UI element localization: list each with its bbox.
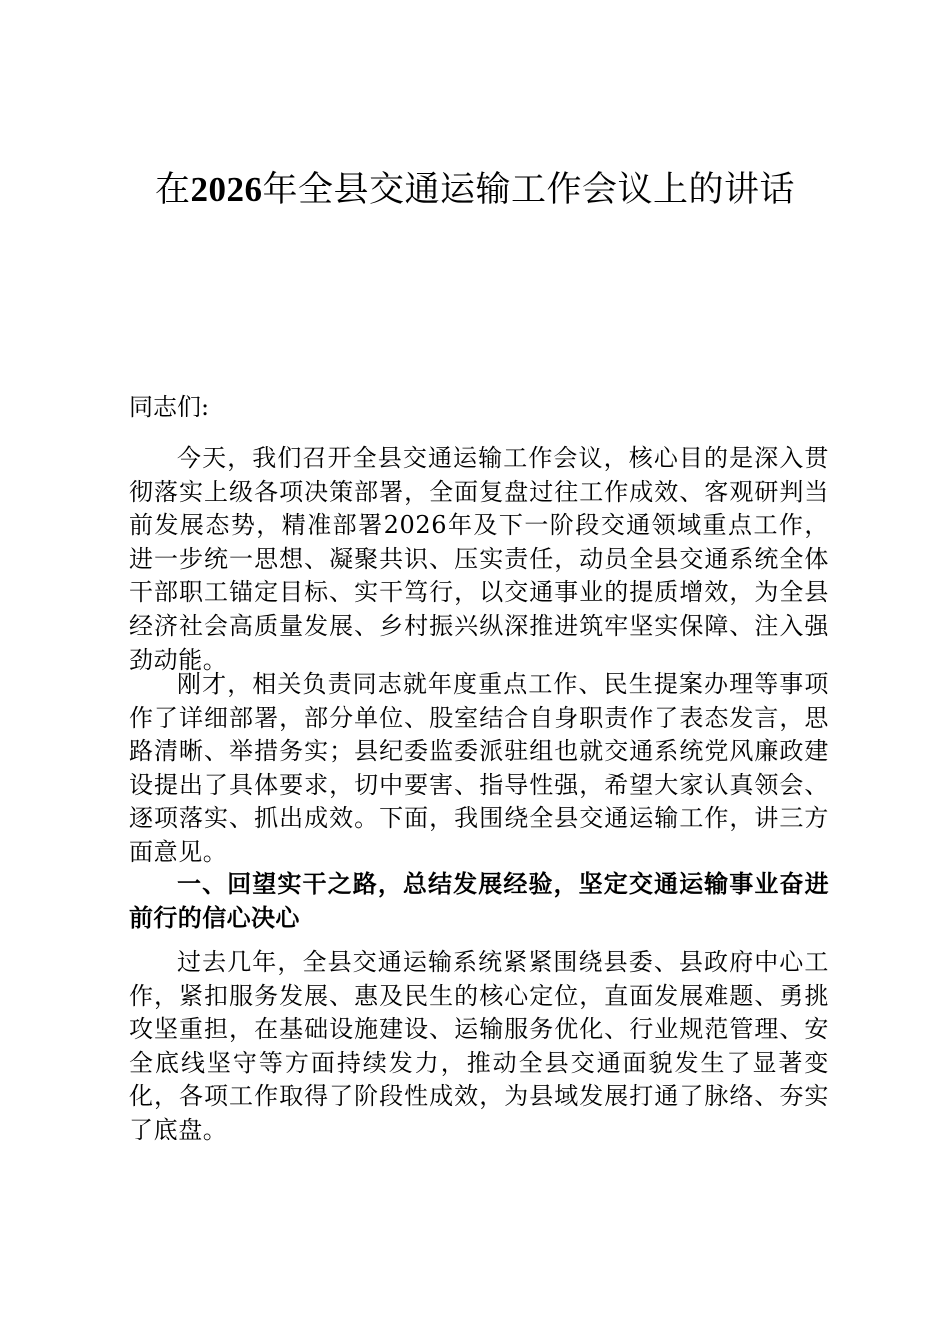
paragraph-summary: 刚才，相关负责同志就年度重点工作、民生提案办理等事项作了详细部署，部分单位、股室结合自身职责作了表态发言，思路清晰、举措务实；县纪委监委派驻组也就交通系统党风廉政建设提出了具体要求，切中要害、指导性强，希望大家认真领会、逐项落实、抓出成效。下面，我围绕全县交通运输工作，讲三方面意见。 xyxy=(129,670,829,866)
greeting: 同志们: xyxy=(129,393,210,421)
document-title xyxy=(0,166,950,214)
section-heading-1: 一、回望实干之路，总结发展经验，坚定交通运输事业奋进前行的信心决心 xyxy=(129,870,829,932)
paragraph-opening: 今天，我们召开全县交通运输工作会议，核心目的是深入贯彻落实上级各项决策部署，全面复盘过往工作成效、客观研判当前发展态势，精准部署2026年及下一阶段交通领域重点工作，进一步统一思想、凝聚共识、压实责任，动员全县交通系统全体干部职工锚定目标、实干笃行，以交通事业的提质增效，为全县经济社会高质量发展、乡村振兴纵深推进筑牢坚实保障、注入强劲动能。 xyxy=(129,444,829,674)
title-year: 2026 xyxy=(190,170,263,209)
title-prefix: 在 xyxy=(154,170,191,210)
title-suffix: 年全县交通运输工作会议上的讲话 xyxy=(262,170,796,210)
paragraph-section-1: 过去几年，全县交通运输系统紧紧围绕县委、县政府中心工作，紧扣服务发展、惠及民生的核心定位，直面发展难题、勇挑攻坚重担，在基础设施建设、运输服务优化、行业规范管理、安全底线坚守等方面持续发力，推动全县交通面貌发生了显著变化，各项工作取得了阶段性成效，为县域发展打通了脉络、夯实了底盘。 xyxy=(129,948,829,1144)
